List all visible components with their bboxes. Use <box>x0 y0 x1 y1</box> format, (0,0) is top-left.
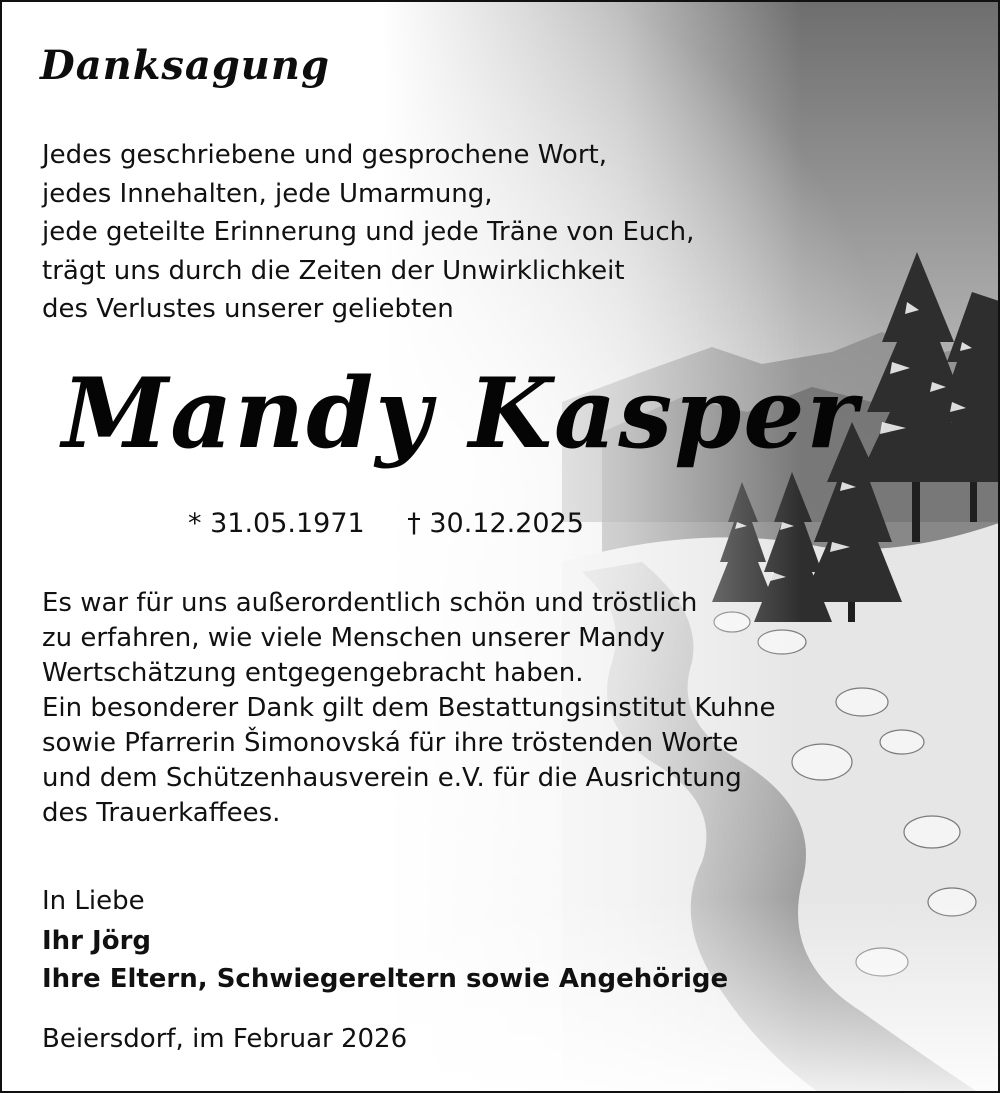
thanks-line: des Trauerkaffees. <box>42 798 281 828</box>
intro-line: des Verlustes unserer geliebten <box>42 294 454 324</box>
death-date: † 30.12.2025 <box>407 508 584 539</box>
intro-line: Jedes geschriebene und gesprochene Wort, <box>42 140 607 170</box>
thanks-line: Ein besonderer Dank gilt dem Bestattungsinstitut Kuhne <box>42 693 776 723</box>
life-dates <box>188 508 584 539</box>
intro-line: jedes Innehalten, jede Umarmung, <box>42 178 493 209</box>
signer-name: Ihr Jörg <box>42 926 152 956</box>
thanks-line: und dem Schützenhausverein e.V. für die Ausrichtung <box>42 763 742 793</box>
thanks-line: Wertschätzung entgegengebracht haben. <box>42 658 584 688</box>
signer-family: Ihre Eltern, Schwiegereltern sowie Angehörige <box>42 964 729 994</box>
intro-line: jede geteilte Erinnerung und jede Träne von Euch, <box>42 217 695 247</box>
thanks-line: zu erfahren, wie viele Menschen unserer Mandy <box>42 623 665 653</box>
place-and-date: Beiersdorf, im Februar 2026 <box>42 1024 408 1054</box>
closing-phrase: In Liebe <box>42 886 145 916</box>
thanks-line: sowie Pfarrerin Šimonovská für ihre tröstenden Worte <box>42 728 739 758</box>
deceased-name: Mandy Kasper <box>62 357 860 470</box>
heading-danksagung: Danksagung <box>40 42 330 89</box>
thanks-text <box>42 586 802 831</box>
birth-date: * 31.05.1971 <box>188 508 365 539</box>
intro-text <box>42 136 722 329</box>
intro-line: trägt uns durch die Zeiten der Unwirklichkeit <box>42 255 625 286</box>
thanks-line: Es war für uns außerordentlich schön und tröstlich <box>42 588 698 618</box>
